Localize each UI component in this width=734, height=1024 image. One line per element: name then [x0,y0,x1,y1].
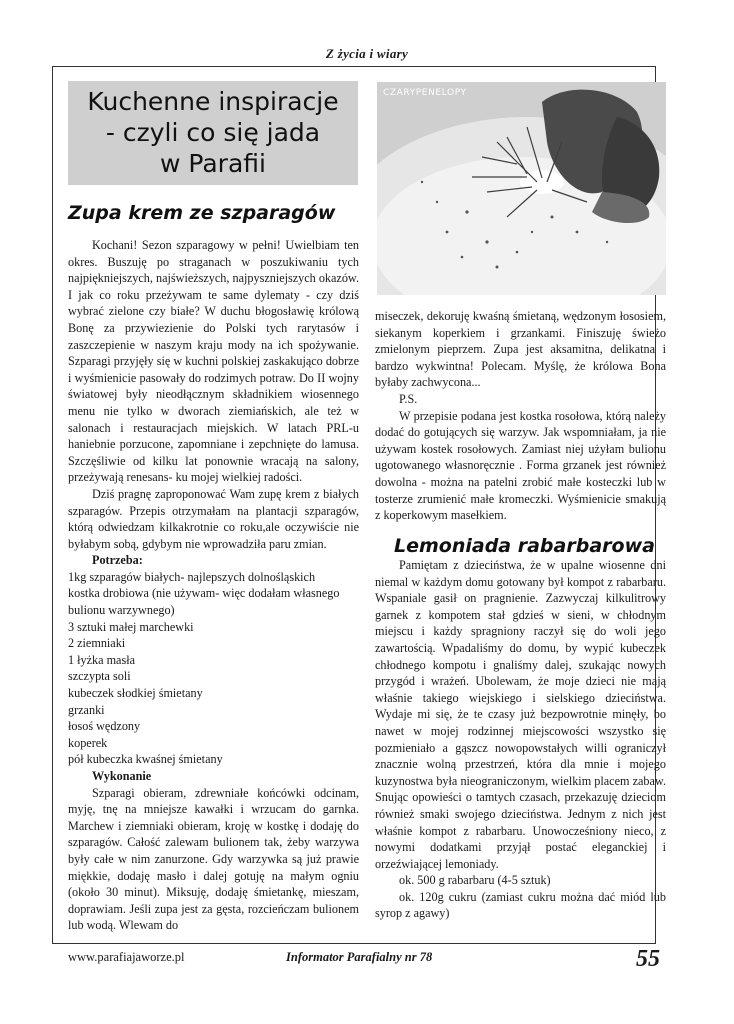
method-text: Szparagi obieram, zdrewniałe końcówki odcinam, myję, tnę na mniejsze kawałki i wrzucam do garnka. Marchew i ziemniaki obieram, kroję w kostkę i dodaję do szparagów. Całość zalewam bulionem tak, żeby warzywa były całe w nim zanurzone. Gdy warzywka są już prawie miękkie, dodaję masło i dalej gotuję na małym ogniu (około 30 minut). Miksuję, dodaję śmietankę, mieszam, doprawiam. Jeśli zupa jest za gęsta, rozcieńczam bulionem lub wodą. Wlewam do [68,785,359,933]
list-item: kostka drobiowa (nie używam- więc dodałam własnego bulionu warzywnego) [68,586,340,618]
right-column [375,308,666,524]
ingredients-heading: Potrzeba: [92,553,143,568]
page-number: 55 [636,946,660,972]
lemonade-ingredient-1: ok. 500 g rabarbaru (4-5 sztuk) [399,873,551,888]
list-item: pół kubeczka kwaśnej śmietany [68,752,223,767]
photo-watermark: CZARYPENELOPY [383,88,467,98]
title-line-1: Kuchenne inspiracje [87,87,339,116]
lemonade-column [375,557,666,922]
lemonade-text: Pamiętam z dzieciństwa, że w upalne wiosenne dni niemal w każdym domu gotowany był kompot z rabarbaru. Wspaniale gasił on pragnienie. Zazwyczaj kilkulitrowy garnek z kompotem stał gdzieś w sieni, w chłodnym miejscu i każdy spragniony raczył się do woli jego zawartością. Wpadaliśmy do domu, by wypić kubeczek chłodnego kompotu i gnaliśmy dalej, szukając nowych przygód i wrażeń. Ubolewam, że moje dzieci nie mają właśnie takiego wiejskiego i sielskiego dzieciństwa. Wydaje mi się, że te czasy już bezpowrotnie minęły, bo nawet w mojej rodzinnej miejscowości wszystko się pozmieniało a gąszcz nowopowstałych willi ograniczył znacznie wolną przestrzeń, która dla mnie i mojego kuzynostwa była nieograniczonym, wielkim placem zabaw. Snując opowieści o tamtych czasach, przekazuję dzieciom również smaki swojego dzieciństwa. Jednym z nich jest właśnie kompot z rabarbaru. Unowocześniony nieco, z nowymi dodatkami przyjął postać eleganckiej i orzeźwiającej lemoniady. [375,558,666,871]
footer-url: www.parafiajaworze.pl [68,950,185,964]
section-header: Z życia i wiary [325,46,409,61]
soup-intro-2: Dziś pragnę zaproponować Wam zupę krem z białych szparagów. Przepis otrzymałam na plantacji szparagów, którą odwiedzam kilkakrotnie co roku,ale oczywiście nie byłabym sobą, gdybym nie wprowadziła paru zmian. [68,486,359,551]
ps-text: W przepisie podana jest kostka rosołowa, którą należy dodać do gotujących się warzyw. Jak wspomniałam, ja nie używam kostek rosołowych. Zamiast niej użyłam bulionu ugotowanego własnoręcznie . Forma grzanek jest również dowolna - można na patelni zrobić małe kosteczki lub w tosterze zrumienić małe kromeczki. Wyśmienicie smakują z koperkowym masełkiem. [375,408,666,523]
list-item: grzanki [68,702,105,717]
list-item: szczypta soli [68,669,131,684]
ingredients-list [68,569,359,768]
soup-intro-1: Kochani! Sezon szparagowy w pełni! Uwielbiam ten okres. Buszuję po straganach w poszukiwaniu tych najpiękniejszych, najświeższych, najpyszniejszych okazów. I jak co roku przeżywam te same dylematy - czy dziś wybrać zielone czy białe? W duchu błogosławię królową Bonę za przywiezienie do Polski tych rarytasów i zaszczepienie w naszym kraju mody na ich spożywanie. Szparagi przyjęły się w kuchni polskiej zaskakująco dobrze i wyśmienicie pasowały do rodzimych potraw. Do II wojny światowej były nieodłącznym składnikiem wiosennego menu nie tylko w dworach ziemiańskich, ale też w salonach i restauracjach miejskich. W latach PRL-u haniebnie porzucone, zapomniane i zepchnięte do lamusa. Szczęśliwie od kilku lat ponownie wracają na salony, przeżywają renesans- ku mojej wielkiej radości. [68,238,359,485]
lemonade-heading: Lemoniada rabarbarowa [394,535,655,557]
list-item: łosoś wędzony [68,719,141,734]
footer-publication: Informator Parafialny nr 78 [286,950,433,964]
left-column [68,237,359,934]
ps-label: P.S. [399,391,418,406]
list-item: kubeczek słodkiej śmietany [68,686,203,701]
soup-photo [377,82,666,295]
title-line-2: - czyli co się jada [105,118,321,147]
list-item: 1kg szparagów białych- najlepszych dolnośląskich [68,569,316,584]
page-title [68,86,358,179]
title-line-3: w Parafii [160,149,266,178]
lemonade-ingredient-2: ok. 120g cukru (zamiast cukru można dać miód lub syrop z agawy) [375,889,666,921]
list-item: 2 ziemniaki [68,636,126,651]
list-item: 3 sztuki małej marchewki [68,619,194,634]
method-heading: Wykonanie [92,769,152,783]
list-item: koperek [68,735,108,750]
soup-heading: Zupa krem ze szparagów [68,202,336,224]
list-item: 1 łyżka masła [68,652,136,667]
method-text-cont: miseczek, dekoruję kwaśną śmietaną, wędzonym łososiem, siekanym koperkiem i grzankami. Finiszuję świeżo zmielonym pieprzem. Zupa jest aksamitna, delikatna i bardzo wykwintna! Polecam. Myślę, że królowa Bona byłaby zachwycona... [375,309,666,390]
